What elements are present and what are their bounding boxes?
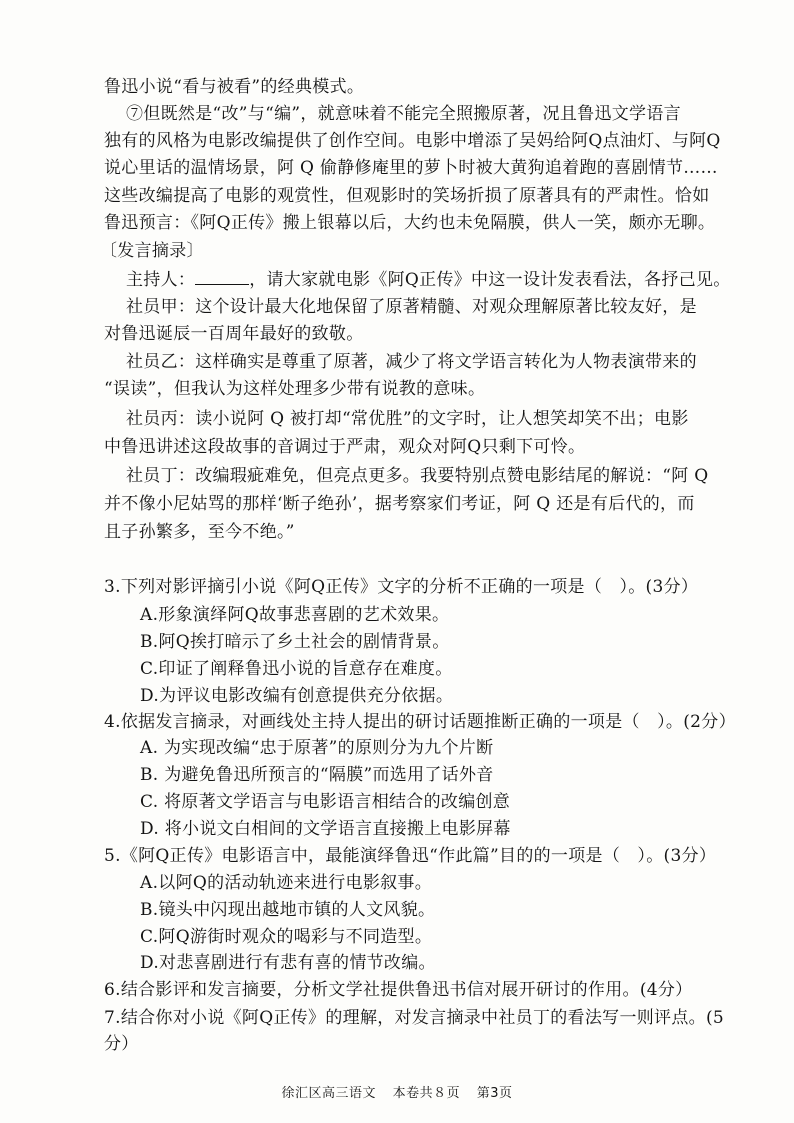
page-footer <box>0 1082 794 1101</box>
question-3-option-a: A.形象演绎阿Q故事悲喜剧的艺术效果。 <box>140 605 450 625</box>
question-5-option-a: A.以阿Q的活动轨迹来进行电影叙事。 <box>140 873 433 893</box>
question-4-option-b: B. 为避免鲁迅所预言的“隔膜”而选用了话外音 <box>140 765 494 785</box>
minutes-heading: 〔发言摘录〕 <box>100 241 204 261</box>
essay-line: 独有的风格为电影改编提供了创作空间。电影中增添了吴妈给阿Q点油灯、与阿Q <box>104 131 721 151</box>
question-4-stem: 4.依据发言摘录，对画线处主持人提出的研讨话题推断正确的一项是（ ）。(2分） <box>104 712 736 732</box>
question-3-stem: 3.下列对影评摘引小说《阿Q正传》文字的分析不正确的一项是（ ）。(3分） <box>104 577 699 597</box>
question-7: 7.结合你对小说《阿Q正传》的理解，对发言摘录中社员丁的看法写一则评点。(5 <box>104 1008 725 1028</box>
essay-line: ⑦但既然是“改”与“编”，就意味着不能完全照搬原著，况且鲁迅文学语言 <box>126 104 681 124</box>
footer-total-pages: 本卷共８页 <box>392 1086 461 1101</box>
host-remark <box>126 268 731 291</box>
member-ding-remark: 社员丁：改编瑕疵难免，但亮点更多。我要特别点赞电影结尾的解说：“阿 Q <box>126 466 709 486</box>
member-jia-remark: 社员甲：这个设计最大化地保留了原著精髓、对观众理解原著比较友好，是 <box>126 297 697 317</box>
footer-school-subject: 徐汇区高三语文 <box>281 1086 376 1101</box>
member-ding-remark: 且子孙繁多，至今不绝。” <box>104 522 295 542</box>
underlined-blank <box>195 268 249 285</box>
question-5-option-d: D.对悲喜剧进行有悲有喜的情节改编。 <box>140 953 436 973</box>
member-yi-remark: 社员乙：这样确实是尊重了原著，减少了将文学语言转化为人物表演带来的 <box>126 352 697 372</box>
host-label: 主持人： <box>126 270 196 290</box>
question-7-continued: 分） <box>104 1034 139 1054</box>
essay-line: 鲁迅预言：《阿Q正传》搬上银幕以后，大约也未免隔膜，供人一笑，颇亦无聊。 <box>104 213 716 233</box>
question-5-option-b: B.镜头中闪现出越地市镇的人文风貌。 <box>140 900 436 920</box>
question-6: 6.结合影评和发言摘要，分析文学社提供鲁迅书信对展开研讨的作用。(4分） <box>104 980 693 1000</box>
member-jia-remark: 对鲁迅诞辰一百周年最好的致敬。 <box>104 324 364 344</box>
question-4-option-a: A. 为实现改编“忠于原著”的原则分为九个片断 <box>140 738 494 758</box>
member-ding-remark: 并不像小尼姑骂的那样‘断子绝孙’，据考察家们考证，阿 Q 还是有后代的，而 <box>104 494 695 514</box>
question-3-option-b: B.阿Q挨打暗示了乡土社会的剧情背景。 <box>140 632 450 652</box>
essay-line: 说心里话的温情场景，阿 Q 偷静修庵里的萝卜时被大黄狗追着跑的喜剧情节…… <box>104 158 718 178</box>
essay-line: 鲁迅小说“看与被看”的经典模式。 <box>104 77 365 97</box>
question-4-option-d: D. 将小说文白相间的文学语言直接搬上电影屏幕 <box>140 819 511 839</box>
question-4-option-c: C. 将原著文学语言与电影语言相结合的改编创意 <box>140 792 511 812</box>
question-3-option-c: C.印证了阐释鲁迅小说的旨意存在难度。 <box>140 659 453 679</box>
essay-line: 这些改编提高了电影的观赏性，但观影时的笑场折损了原著具有的严肃性。恰如 <box>104 186 710 206</box>
question-3-option-d: D.为评议电影改编有创意提供充分依据。 <box>140 686 454 706</box>
footer-page-number: 第3页 <box>476 1086 513 1101</box>
member-yi-remark: “误读”，但我认为这样处理多少带有说教的意味。 <box>104 379 486 399</box>
question-5-stem: 5.《阿Q正传》电影语言中，最能演绎鲁迅“作此篇”目的的一项是（ ）。(3分） <box>104 846 717 866</box>
host-text: ，请大家就电影《阿Q正传》中这一设计发表看法，各抒己见。 <box>249 270 731 290</box>
member-bing-remark: 社员丙：读小说阿 Q 被打却“常优胜”的文字时，让人想笑却笑不出；电影 <box>126 409 689 429</box>
question-5-option-c: C.阿Q游街时观众的喝彩与不同造型。 <box>140 927 433 947</box>
member-bing-remark: 中鲁迅讲述这段故事的音调过于严肃，观众对阿Q只剩下可怜。 <box>104 437 586 457</box>
